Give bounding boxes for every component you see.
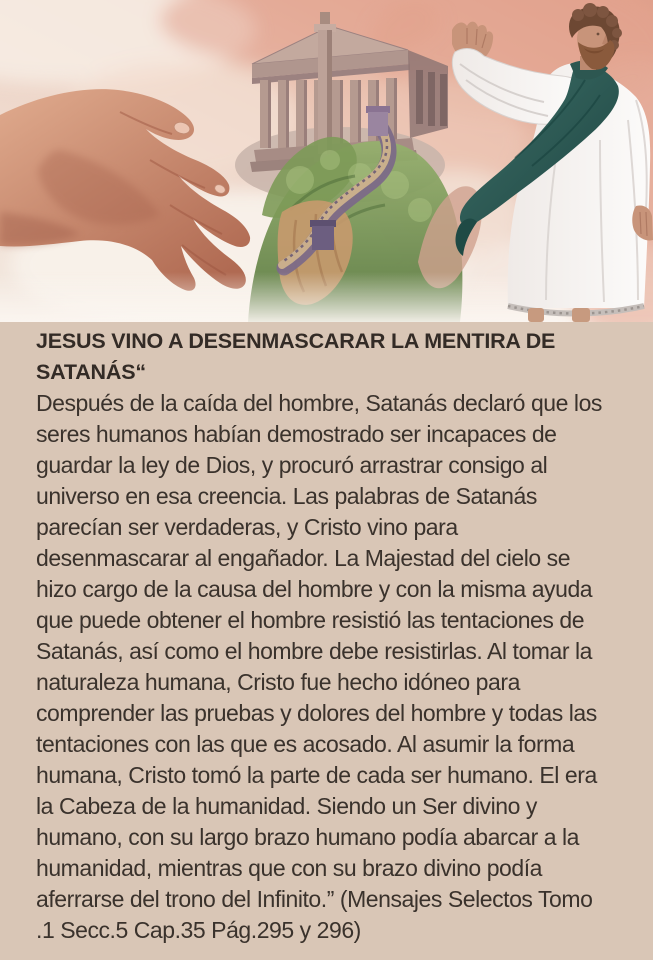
text-line: aferrarse del trono del Infinito.” (Mensajes Selectos Tomo: [36, 886, 593, 912]
article-body: [36, 388, 635, 946]
text-line: tentaciones con las que es acosado. Al asumir la forma: [36, 731, 575, 757]
text-line: humanidad, mientras que con su brazo divino podía: [36, 855, 543, 881]
text-line: seres humanos habían demostrado ser incapaces de: [36, 421, 557, 447]
text-panel: [0, 322, 653, 960]
text-line: naturaleza humana, Cristo fue hecho idóneo para: [36, 669, 520, 695]
text-line: .1 Secc.5 Cap.35 Pág.295 y 296): [36, 917, 361, 943]
text-line: humana, Cristo tomó la parte de cada ser humano. El era: [36, 762, 597, 788]
text-line: guardar la ley de Dios, y procuró arrastrar consigo al: [36, 452, 548, 478]
text-line: hizo cargo de la causa del hombre y con la misma ayuda: [36, 576, 593, 602]
text-line: universo en esa creencia. Las palabras de Satanás: [36, 483, 537, 509]
hero-illustration: [0, 0, 653, 322]
text-line: que puede obtener el hombre resistió las tentaciones de: [36, 607, 585, 633]
text-line: SATANÁS“: [36, 360, 146, 384]
text-line: comprender las pruebas y dolores del hombre y todas las: [36, 700, 597, 726]
article-title: [36, 326, 635, 388]
text-line: JESUS VINO A DESENMASCARAR LA MENTIRA DE: [36, 329, 556, 353]
text-line: desenmascarar al engañador. La Majestad del cielo se: [36, 545, 571, 571]
text-line: parecían ser verdaderas, y Cristo vino para: [36, 514, 458, 540]
text-line: Después de la caída del hombre, Satanás declaró que los: [36, 390, 602, 416]
text-line: la Cabeza de la humanidad. Siendo un Ser divino y: [36, 793, 537, 819]
text-line: humano, con su largo brazo humano podía abarcar a la: [36, 824, 580, 850]
text-line: Satanás, así como el hombre debe resistirlas. Al tomar la: [36, 638, 593, 664]
